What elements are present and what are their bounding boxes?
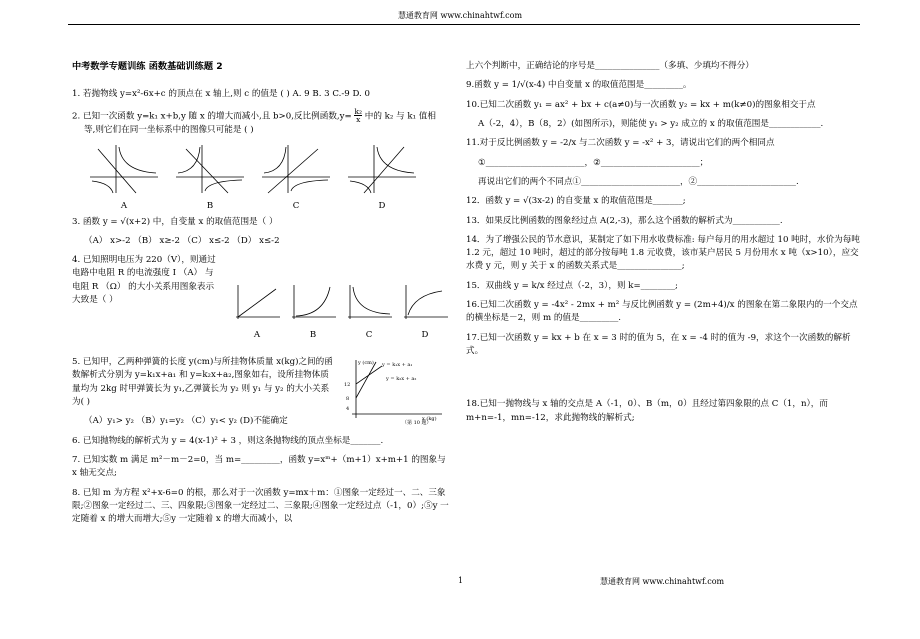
graph-b-svg (172, 143, 248, 195)
question-2 (72, 108, 452, 137)
question-18: 18.已知一抛物线与 x 轴的交点是 A（-1，0）、B（m，0）且经过第四象限的点 C（1，n），而 m+n=-1，mn=-12，求此抛物线的解析式; (466, 399, 828, 423)
q5-chart-tick-4: 4 (346, 406, 350, 412)
question-15: 15．双曲线 y = k/x 经过点（-2，3），则 k=________; (466, 280, 678, 291)
left-column (72, 60, 452, 532)
question-8: 8. 已知 m 为方程 x²+x-6=0 的根，那么对于一次函数 y=mx＋m：①图象一定经过一、二、三象限;②图象一定经过二、三、四象限;③图象一定经过二、三象限;④图象一定经过点（-1，0）;⑤y 一定随着 x 的增大而增大;⑤y 一定随着 x 的增大而减小，以 (72, 487, 449, 525)
question-7: 7. 已知实数 m 满足 m²－m－2=0，当 m=_________，函数 y=xᵐ+（m+1）x+m+1 的图象与 x 轴无交点; (72, 454, 446, 479)
q4-graph-c (344, 283, 394, 342)
question-16: 16.已知二次函数 y = -4x² - 2mx + m² 与反比例函数 y = (2m+4)/x 的图象在第二象限内的一个交点的横坐标是－2，则 m 的值是_________. (466, 300, 858, 324)
question-5-block (72, 356, 452, 435)
q5-chart-tick-8: 8 (346, 396, 350, 402)
page-header: 慧通教育网 www.chinahtwf.com (397, 11, 523, 20)
graph-d (344, 143, 420, 214)
q5-chart-xlabel: x (kg) (422, 416, 437, 422)
question-4: 4. 已知照明电压为 220（V），则通过电路中电阻 R 的电流强度 I （A） 与电阻 R （Ω） 的大小关系用图象表示大致是（ ） (72, 255, 216, 306)
q4-graph-b-svg (288, 283, 338, 323)
graph-d-label: D (378, 201, 386, 212)
graph-a-label: A (120, 201, 128, 212)
question-11: 11.对于反比例函数 y = -2/x 与二次函数 y = -x² + 3，请说出它们的两个相同点 (466, 138, 775, 149)
graph-a (86, 143, 162, 214)
graph-b-label: B (206, 201, 214, 212)
question-2-text-b: 中的 k₂ 与 k₁ 值相 (364, 111, 436, 122)
q5-chart-caption: （第 10 题） (402, 420, 432, 426)
question-3: 3. 函数 y = √(x+2) 中，自变量 x 的取值范围是（ ） (72, 216, 278, 227)
question-5: 5. 已知甲，乙两种弹簧的长度 y(cm)与所挂物体质量 x(kg)之间的函数解析式分别为 y=k₁x+a₁ 和 y=k₂x+a₂,图象如右，设所挂物体质量均为 2kg 时甲弹簧长为 y₁,乙弹簧长为 y₂ 则 y₁ 与 y₂ 的大小关系为( ) (72, 357, 333, 407)
question-5-chart (342, 356, 452, 426)
graph-d-svg (344, 143, 420, 195)
q4-graph-c-svg (344, 283, 394, 323)
question-9: 9.函数 y = 1/√(x-4) 中自变量 x 的取值范围是_________。 (466, 80, 692, 91)
q5-chart-tick-12: 12 (344, 382, 351, 388)
q5-chart-ylabel: y (cm) (358, 360, 374, 366)
question-11-c: 再说出它们的两个不同点①_______________________，②_______________________. (478, 176, 799, 187)
question-6: 6. 已知抛物线的解析式为 y = 4(x-1)² + 3 ，则这条抛物线的顶点坐标是_______. (72, 435, 384, 446)
question-5-options: （A）y₁> y₂ （B）y₁=y₂ （C）y₁< y₂ (D)不能确定 (84, 416, 288, 427)
question-1: 1. 若抛物线 y=x²-6x+c 的顶点在 x 轴上,则 c 的值是 ( ) A. 9 B. 3 C.-9 D. 0 (72, 89, 370, 100)
question-10: 10.已知二次函数 y₁ = ax² + bx + c(a≠0)与一次函数 y₂ = kx + m(k≠0)的图象相交于点 (466, 99, 816, 110)
question-4-graphs (232, 283, 452, 342)
q5-chart-line1: y = k₁x + a₁ (382, 362, 413, 368)
graph-a-svg (86, 143, 162, 195)
graph-c-label: C (292, 201, 300, 212)
page-title: 中考数学专题训练 函数基础训练题 2 (72, 61, 223, 72)
q4-graph-d-svg (400, 283, 450, 323)
q4-graph-a-label: A (253, 329, 261, 340)
page-number: 1 (458, 576, 464, 585)
graph-c-svg (258, 143, 334, 195)
page-footer: 慧通教育网 www.chinahtwf.com (600, 577, 725, 586)
q4-graph-c-label: C (365, 329, 373, 340)
question-2-text-a: 2. 已知一次函数 y=k₁ x+b,y 随 x 的增大而减小,且 b>0,反比例函数,y= (72, 111, 352, 122)
question-12: 12．函数 y = √(3x-2) 的自变量 x 的取值范围是_______; (466, 196, 686, 207)
question-8-continued: 上六个判断中，正确结论的序号是_______________（多填、少填均不得分） (466, 61, 754, 71)
graph-b (172, 143, 248, 214)
q4-graph-d-label: D (421, 329, 429, 340)
question-10-b: A（-2，4），B（8，2）(如图所示)，则能使 y₁ > y₂ 成立的 x 的取值范围是____________. (478, 118, 824, 129)
question-2-text-c: 等,则它们在同一坐标系中的图像只可能是 ( ) (84, 124, 254, 135)
q4-graph-a (232, 283, 282, 342)
graph-c (258, 143, 334, 214)
q4-graph-b (288, 283, 338, 342)
q4-graph-d (400, 283, 450, 342)
q4-graph-b-label: B (309, 329, 317, 340)
question-14: 14．为了增强公民的节水意识，某制定了如下用水收费标准: 每户每月的用水超过 10 吨时，水价为每吨 1.2 元，超过 10 吨时，超过的部分按每吨 1.8 元收费，该市某户居民 5 月份用水 x 吨（x>10），应交水费 y 元，则 y 关于 x 的函数关系式是_______________; (466, 234, 860, 272)
question-17: 17.已知一次函数 y = kx + b 在 x = 3 时的值为 5，在 x = -4 时的值为 -9，求这个一次函数的解析式。 (466, 332, 851, 356)
q5-chart-line2: y = k₂x + a₂ (386, 376, 417, 382)
question-3-options: （A） x>-2 （B） x≥-2 （C） x≤-2 （D） x≤-2 (84, 235, 280, 246)
q4-graph-a-svg (232, 283, 282, 323)
question-11-b: ①_______________________，②_______________________； (478, 157, 709, 168)
question-2-graphs (86, 143, 452, 214)
fraction-k2-over-x: $\frac{\text{k₂}}{x}$ (354, 106, 363, 125)
question-13: 13．如果反比例函数的图象经过点 A(2,-3)，那么这个函数的解析式为___________. (466, 215, 783, 226)
header-rule (68, 24, 860, 25)
right-column (466, 60, 866, 431)
